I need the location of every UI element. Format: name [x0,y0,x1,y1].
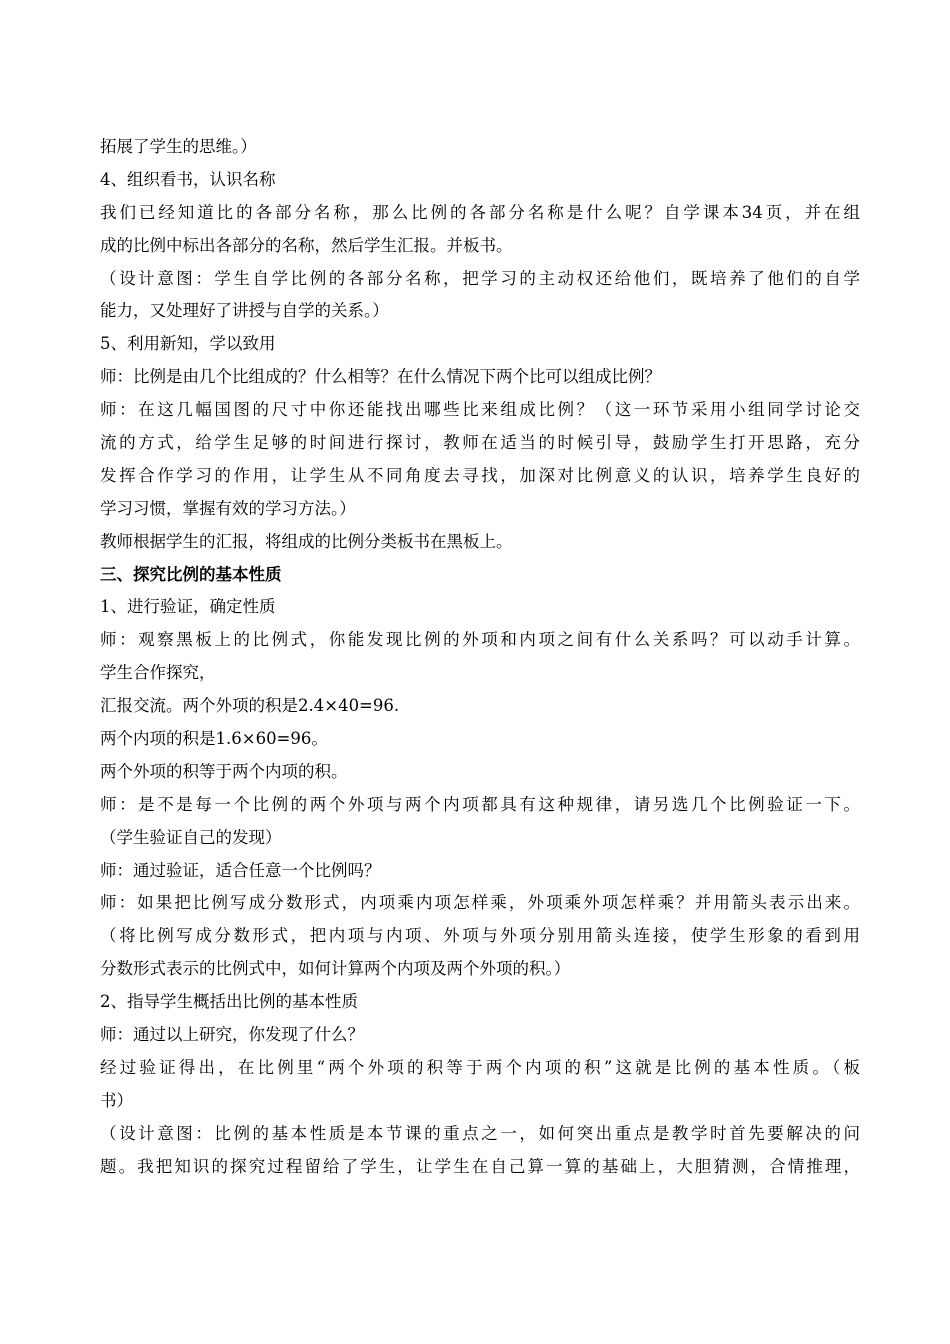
text-line: 师：通过验证，适合任意一个比例吗？ [100,860,381,880]
text-line: 流的方式，给学生足够的时间进行探讨，教师在适当的时候引导，鼓励学生打开思路，充分 [100,433,860,453]
text-line: 两个内项的积是1.6×60=96。 [100,729,328,749]
section-heading: 三、探究比例的基本性质 [100,564,282,584]
text-line: 师：观察黑板上的比例式，你能发现比例的外项和内项之间有什么关系吗？可以动手计算。 [100,630,860,650]
text-line: （将比例写成分数形式，把内项与内项、外项与外项分别用箭头连接，使学生形象的看到用 [100,926,860,946]
text-line: 师：通过以上研究，你发现了什么？ [100,1025,364,1045]
text-line: 学生合作探究， [100,663,216,683]
text-line: 2、指导学生概括出比例的基本性质 [100,992,358,1012]
document-body [100,131,860,1184]
text-line: 师：如果把比例写成分数形式，内项乘内项怎样乘，外项乘外项怎样乘？并用箭头表示出来。 [100,893,860,913]
text-line: 师：比例是由几个比组成的？什么相等？在什么情况下两个比可以组成比例？ [100,367,661,387]
text-line: 成的比例中标出各部分的名称，然后学生汇报。并板书。 [100,235,513,255]
text-line: 我们已经知道比的各部分名称，那么比例的各部分名称是什么呢？自学课本34页，并在组 [100,202,860,222]
text-line: （学生验证自己的发现） [100,827,282,847]
text-line: 5、利用新知，学以致用 [100,334,276,354]
text-line: 汇报交流。两个外项的积是2.4×40=96. [100,696,400,716]
text-line: 4、组织看书，认识名称 [100,169,276,189]
text-line: （设计意图：学生自学比例的各部分名称，把学习的主动权还给他们，既培养了他们的自学 [100,268,860,288]
text-line: 学习习惯，掌握有效的学习方法。） [100,498,356,518]
text-line: 两个外项的积等于两个内项的积。 [100,761,348,781]
text-line: 师：在这几幅国图的尺寸中你还能找出哪些比来组成比例？（这一环节采用小组同学讨论交 [100,400,860,420]
text-line: 题。我把知识的探究过程留给了学生，让学生在自己算一算的基础上，大胆猜测，合情推理， [100,1156,860,1176]
text-line: 发挥合作学习的作用，让学生从不同角度去寻找，加深对比例意义的认识，培养学生良好的 [100,465,860,485]
text-line: （设计意图：比例的基本性质是本节课的重点之一，如何突出重点是教学时首先要解决的问 [100,1123,860,1143]
text-line: 拓展了学生的思维。） [100,137,257,156]
text-line: 1、进行验证，确定性质 [100,597,276,617]
text-line: 教师根据学生的汇报，将组成的比例分类板书在黑板上。 [100,531,513,551]
text-line: 书） [100,1090,133,1110]
text-line: 能力，又处理好了讲授与自学的关系。） [100,301,389,321]
text-line: 师：是不是每一个比例的两个外项与两个内项都具有这种规律，请另选几个比例验证一下。 [100,794,860,814]
text-line: 经过验证得出，在比例里“两个外项的积等于两个内项的积”这就是比例的基本性质。（板 [100,1057,860,1077]
text-line: 分数形式表示的比例式中，如何计算两个内项及两个外项的积。） [100,959,571,979]
